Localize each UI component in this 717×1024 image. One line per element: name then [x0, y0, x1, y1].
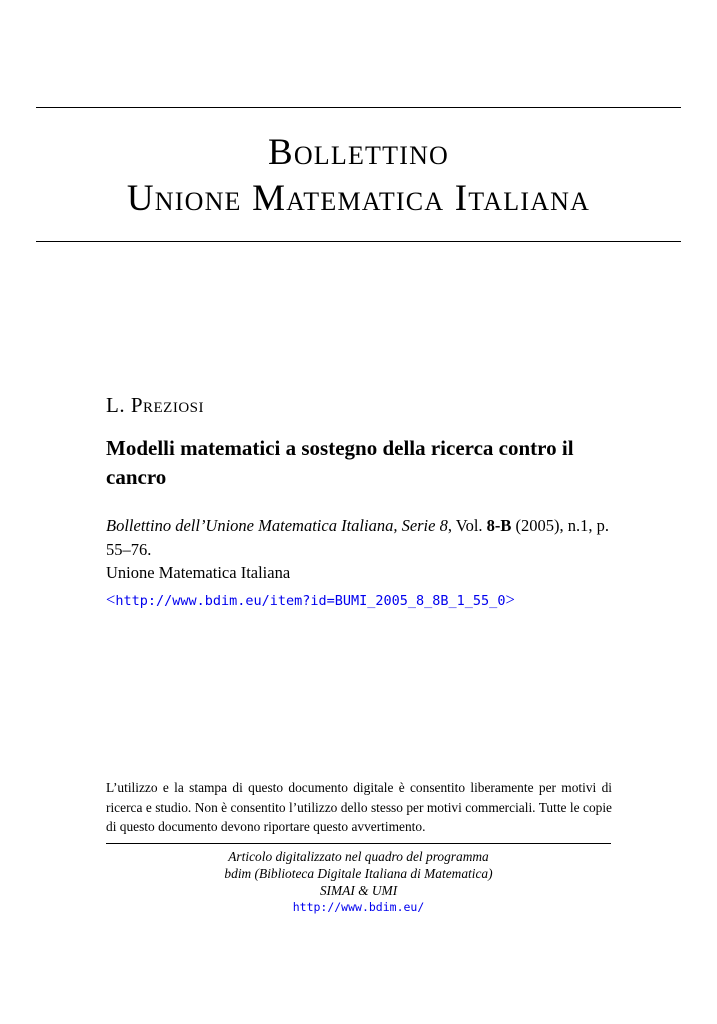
- footer-line3: SIMAI & UMI: [319, 883, 398, 898]
- url-close-bracket: >: [505, 590, 515, 609]
- article-url-link[interactable]: http://www.bdim.eu/item?id=BUMI_2005_8_8B_1_55_0: [115, 593, 506, 609]
- citation-rest: (2005), n.1, p. 55–76.: [106, 516, 610, 559]
- journal-title-line2: Unione Matematica Italiana: [126, 178, 591, 219]
- citation-volume: 8-B: [486, 516, 512, 535]
- footer-line1: Articolo digitalizzato nel quadro del programma: [228, 849, 489, 864]
- citation-journal: Bollettino dell’Unione Matematica Italiana, Serie 8: [106, 516, 448, 535]
- journal-title-line1: Bollettino: [267, 132, 450, 173]
- footer: [106, 848, 611, 916]
- author-name: L. Preziosi: [106, 393, 205, 417]
- citation: [106, 514, 611, 562]
- footer-line2: bdim (Biblioteca Digitale Italiana di Matematica): [224, 866, 493, 881]
- article-url-line: [106, 590, 616, 610]
- url-open-bracket: <: [106, 590, 116, 609]
- header-bottom-rule: [36, 241, 681, 242]
- publisher: Unione Matematica Italiana: [106, 563, 291, 582]
- article-title: Modelli matematici a sostegno della ricerca contro il cancro: [106, 436, 574, 489]
- footer-rule: [106, 843, 611, 844]
- usage-notice: L’utilizzo e la stampa di questo documento digitale è consentito liberamente per motivi di ricerca e studio. Non è consentito l’utilizzo dello stesso per motivi commerciali. Tutte le copie di questo documento devono riportare questo avvertimento.: [106, 780, 612, 834]
- citation-vol-prefix: , Vol.: [447, 516, 487, 535]
- top-rule: [36, 107, 681, 108]
- footer-bdim-link[interactable]: http://www.bdim.eu/: [292, 900, 425, 914]
